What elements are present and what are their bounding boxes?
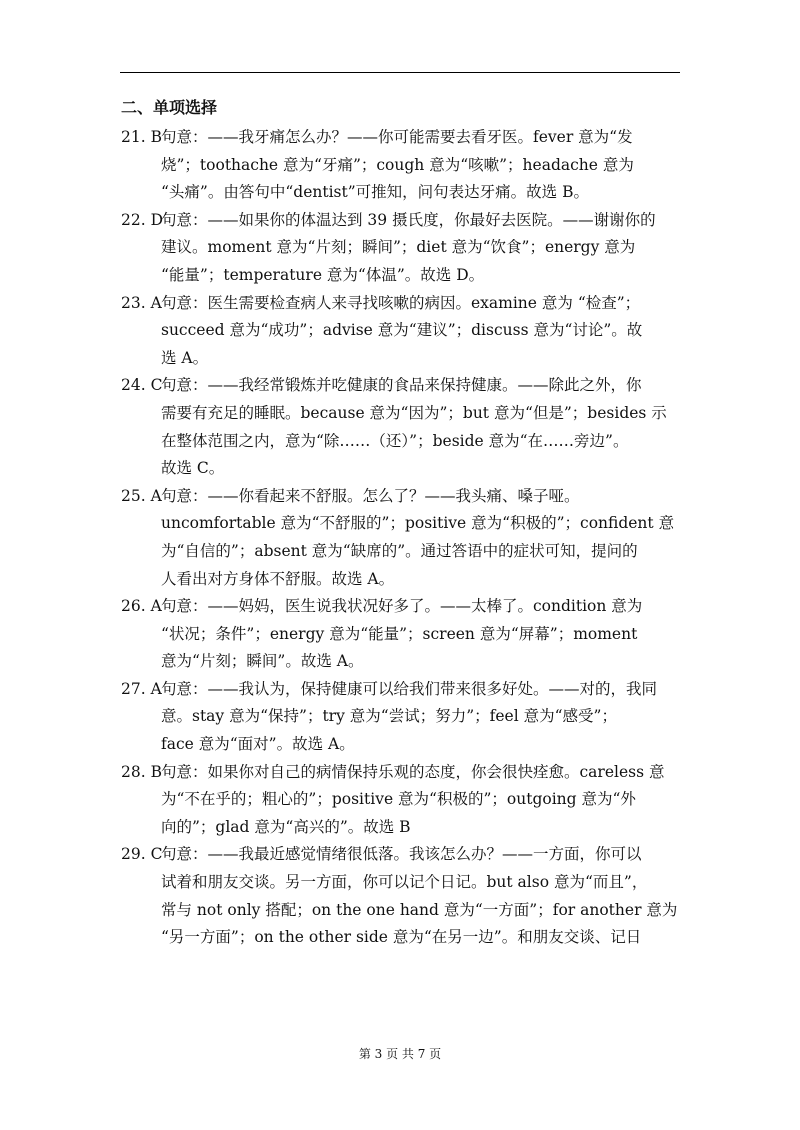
answer-item [121, 372, 681, 482]
answer-item [121, 483, 681, 593]
section-heading: 二、单项选择 [121, 98, 218, 117]
answer-text-line: 选 A。 [161, 348, 209, 367]
answer-list [121, 124, 681, 952]
answer-item [121, 207, 681, 290]
answer-text-line: 试着和朋友交谈。另一方面，你可以记个日记。but also 意为“而且”， [161, 873, 648, 892]
answer-item [121, 593, 681, 676]
answer-text-line: 需要有充足的睡眠。because 意为“因为”；but 意为“但是”；besides 示 [161, 403, 667, 422]
answer-number: 28. B [121, 762, 162, 781]
answer-text-line: 人看出对方身体不舒服。故选 A。 [161, 569, 395, 588]
answer-number: 21. B [121, 128, 162, 146]
answer-item [121, 759, 681, 842]
answer-item [121, 676, 681, 759]
answer-text-line: 建议。moment 意为“片刻；瞬间”；diet 意为“饮食”；energy 意为 [161, 238, 636, 257]
answer-number: 22. D [121, 210, 164, 229]
answer-text-line: 烧”；toothache 意为“牙痛”；cough 意为“咳嗽”；headache 意为 [161, 155, 634, 174]
answer-text-line: 句意：医生需要检查病人来寻找咳嗽的病因。examine 意为 “检查”； [161, 293, 641, 312]
answer-text-line: “另一方面”；on the other side 意为“在另一边”。和朋友交谈、记日 [161, 928, 642, 947]
answer-text-line: 为“不在乎的；粗心的”；positive 意为“积极的”；outgoing 意为“外 [161, 790, 636, 809]
answer-number: 25. A [121, 486, 162, 505]
answer-item [121, 290, 681, 373]
answer-text-line: 为“自信的”；absent 意为“缺席的”。通过答语中的症状可知，提问的 [161, 541, 638, 560]
answer-text-line: 句意：——妈妈，医生说我状况好多了。——太棒了。condition 意为 [161, 597, 643, 616]
answer-text-line: 故选 C。 [161, 459, 225, 478]
answer-text-line: 句意：——如果你的体温达到 39 摄氏度，你最好去医院。——谢谢你的 [161, 210, 656, 229]
page-footer: 第 3 页 共 7 页 [358, 1047, 442, 1061]
answer-number: 27. A [121, 679, 162, 698]
answer-text-line: 句意：——我经常锻炼并吃健康的食品来保持健康。——除此之外，你 [161, 376, 642, 395]
answer-text-line: face 意为“面对”。故选 A。 [161, 735, 355, 754]
answer-text-line: 在整体范围之内，意为“除……（还）”；beside 意为“在……旁边”。 [161, 431, 629, 450]
answer-text-line: 句意：——我认为，保持健康可以给我们带来很多好处。——对的，我同 [161, 679, 658, 698]
answer-text-line: succeed 意为“成功”；advise 意为“建议”；discuss 意为“讨论”。故 [161, 321, 643, 340]
answer-text-line: 句意：——你看起来不舒服。怎么了？——我头痛、嗓子哑。 [161, 486, 580, 505]
answer-text-line: 常与 not only 搭配；on the one hand 意为“一方面”；for another 意为 [161, 900, 678, 919]
answer-text-line: uncomfortable 意为“不舒服的”；positive 意为“积极的”；confident 意 [161, 514, 675, 533]
header-rule [120, 72, 680, 73]
answer-text-line: 句意：——我最近感觉情绪很低落。我该怎么办？——一方面，你可以 [161, 845, 642, 864]
answer-text-line: 意为“片刻；瞬间”。故选 A。 [161, 652, 364, 671]
answer-number: 29. C [121, 845, 163, 864]
answer-text-line: “头痛”。由答句中“dentist”可推知，问句表达牙痛。故选 B。 [161, 183, 589, 202]
answer-text-line: 句意：——我牙痛怎么办？——你可能需要去看牙医。fever 意为“发 [161, 128, 633, 146]
answer-text-line: “状况；条件”；energy 意为“能量”；screen 意为“屏幕”；moment [161, 624, 638, 643]
answer-number: 26. A [121, 597, 162, 616]
answer-number: 23. A [121, 293, 162, 312]
answer-text-line: “能量”；temperature 意为“体温”。故选 D。 [161, 265, 485, 284]
answer-text-line: 意。stay 意为“保持”；try 意为“尝试；努力”；feel 意为“感受”； [161, 707, 617, 726]
answer-item [121, 841, 681, 951]
answer-text-line: 句意：如果你对自己的病情保持乐观的态度，你会很快痊愈。careless 意 [161, 762, 665, 781]
answer-number: 24. C [121, 376, 163, 395]
answer-text-line: 向的”；glad 意为“高兴的”。故选 B [161, 817, 411, 836]
answer-item [121, 124, 681, 207]
